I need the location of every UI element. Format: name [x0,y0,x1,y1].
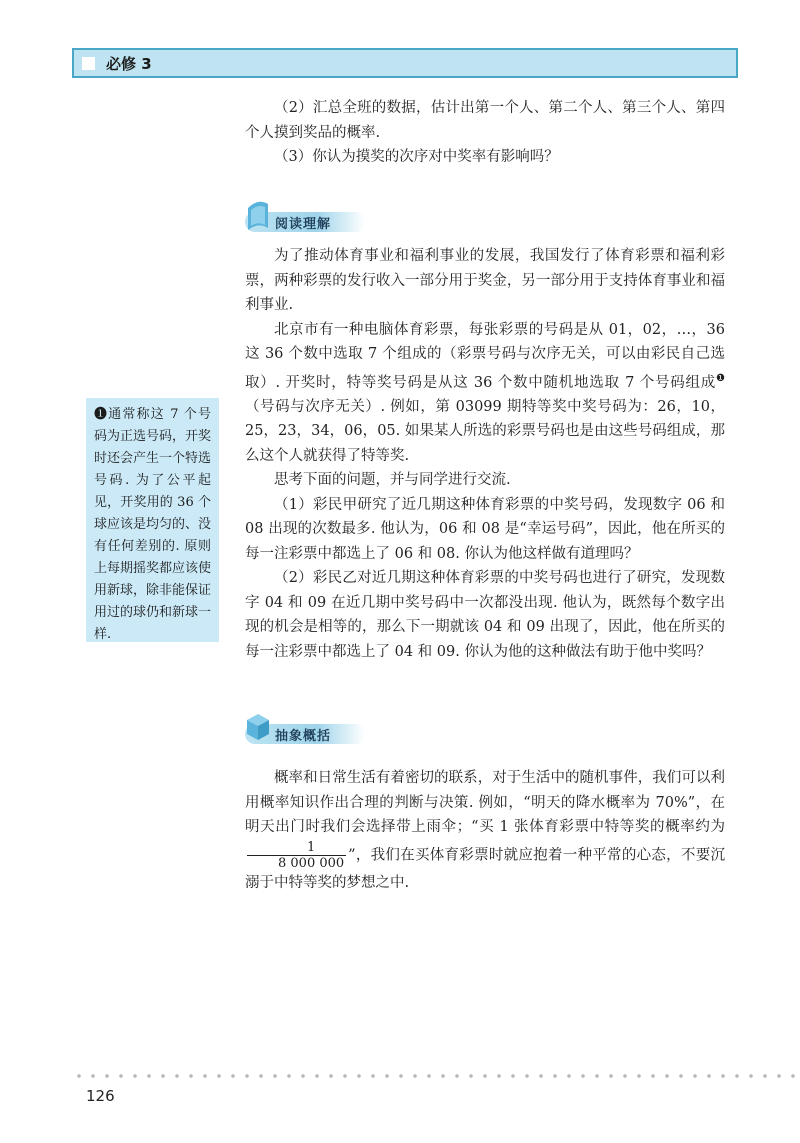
fraction [247,840,346,871]
paragraph: （2）彩民乙对近几期这种体育彩票的中奖号码也进行了研究，发现数字 04 和 09 在近几期中奖号码中一次都没出现. 他认为，既然每个数字出现的机会是相等的，那么下一期就该 04 和 09 出现了，因此，他在所买的每一注彩票中都选上了 04 和 09. 你认为他的这种做法有助于他中奖吗？ [245,570,725,660]
side-note [86,398,219,642]
section-reading [245,244,725,664]
paragraph [245,318,725,469]
paragraph-part: （号码与次序无关）. 例如，第 03099 期特等奖中奖号码为：26，10，25，23，34，06，05. 如果某人所选的彩票号码也是由这些号码组成，那么这个人就获得了特等奖. [245,398,725,464]
paragraph-part: 概率和日常生活有着密切的联系，对于生活中的随机事件，我们可以利用概率知识作出合理的判断与决策. 例如，“明天的降水概率为 70%”，在明天出门时我们会选择带上雨伞；“买 1 张体育彩票中特等奖的概率约为 [245,770,725,835]
page-header [72,48,738,78]
fraction-denominator: 8 000 000 [278,855,345,871]
badge-label: 阅读理解 [275,217,332,232]
paragraph: 为了推动体育事业和福利事业的发展，我国发行了体育彩票和福利彩票，两种彩票的发行收入一部分用于奖金，另一部分用于支持体育事业和福利事业. [245,248,725,313]
side-note-text: ❶通常称这 7 个号码为正选号码，开奖时还会产生一个特选号码. 为了公平起见，开奖用的 36 个球应该是均匀的、没有任何差别的. 原则上每期摇奖都应该使用新球，除非能保证用过的球仍和新球一样. [94,407,212,642]
abstract-badge [245,710,365,750]
question-3: （3）你认为摸奖的次序对中奖率有影响吗？ [274,149,559,165]
footnote-marker: ❶ [716,372,725,384]
footer-dotted-rule [72,1073,800,1079]
badge-label: 抽象概括 [275,729,332,744]
paragraph-part: ”，我们在买体育彩票时就应抱着一种平常的心态，不要沉溺于中特等奖的梦想之中. [245,847,725,891]
header-square-icon [82,57,95,70]
paragraph: （1）彩民甲研究了近几期这种体育彩票的中奖号码，发现数字 06 和 08 出现的次数最多. 他认为，06 和 08 是“幸运号码”，因此，他在所买的每一注彩票中都选上了 06 和 08. 你认为他这样做有道理吗？ [245,496,725,562]
book-icon [245,198,271,232]
header-title: 必修 3 [106,55,152,73]
section-abstract [245,766,725,895]
paragraph: 思考下面的问题，并与同学进行交流. [274,472,511,489]
page-number: 126 [86,1087,115,1105]
paragraph-part: 北京市有一种电脑体育彩票，每张彩票的号码是从 01，02，…，36 这 36 个数中选取 7 个组成的（彩票号码与次序无关，可以由彩民自己选取）. 开奖时，特等奖号码是从这 36 个数中随机地选取 7 个号码组成 [245,321,725,391]
cube-icon [245,710,271,744]
fraction-numerator: 1 [247,840,346,856]
question-2: （2）汇总全班的数据，估计出第一个人、第二个人、第三个人、第四个人摸到奖品的概率. [245,100,725,141]
top-questions [245,96,725,170]
reading-badge [245,198,365,238]
paragraph [245,766,725,895]
